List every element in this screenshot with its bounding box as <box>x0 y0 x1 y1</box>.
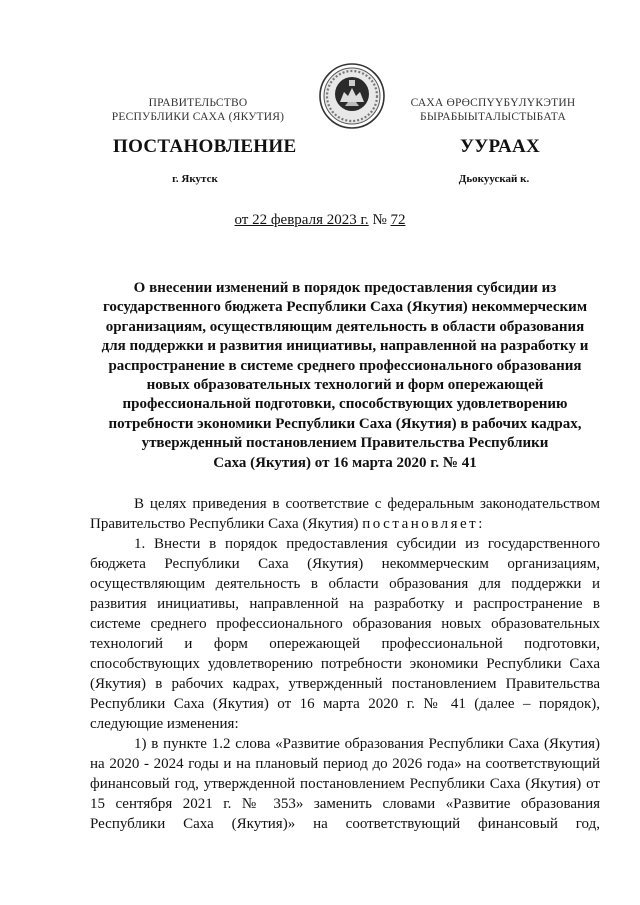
resolves-word: постановляет: <box>362 516 485 532</box>
body-line: на 2020 - 2024 годы и на плановый период до 2026 года» на соответствующий <box>90 756 600 772</box>
document-date: от 22 февраля 2023 г. <box>234 212 369 228</box>
header-left-line1: ПРАВИТЕЛЬСТВО <box>148 97 248 109</box>
header-right-line2: БЫРАБЫЫТАЛЫСТЫБАТА <box>420 111 566 123</box>
heading-line: Саха (Якутия) от 16 марта 2020 г. № 41 <box>213 454 477 471</box>
body-line: осуществляющим деятельность в области образования для поддержки и <box>90 576 600 592</box>
body-text: Правительство Республики Саха (Якутия) <box>90 516 359 532</box>
body-line: бюджета Республики Саха (Якутия) некоммерческим организациям, <box>90 556 600 572</box>
government-name-sakha <box>388 96 598 124</box>
heading-line: для поддержки и развития инициативы, направленной на разработку и <box>101 338 589 355</box>
document-date-number <box>0 212 640 229</box>
heading-line: государственного бюджета Республики Саха (Якутия) некоммерческим <box>102 299 588 316</box>
body-line: 15 сентября 2021 г. № 353» заменить словами «Развитие образования <box>90 796 600 812</box>
city-sakha: Дьокуускай к. <box>458 173 530 185</box>
body-line: системе среднего профессионального образования новых образовательных <box>90 616 600 632</box>
body-line: В целях приведения в соответствие с федеральным законодательством <box>134 496 600 512</box>
header-left-line2: РЕСПУБЛИКИ САХА (ЯКУТИЯ) <box>111 111 285 123</box>
body-line: технологий и форм опережающей профессиональной подготовки, <box>90 636 600 652</box>
government-name-russian <box>98 96 298 124</box>
body-line: 1. Внести в порядок предоставления субсидии из государственного <box>134 536 600 552</box>
body-line: (Якутия) в рабочих кадрах, утвержденный постановлением Правительства <box>90 676 600 692</box>
heading-line: распространение в системе среднего профессионального образования <box>108 357 582 374</box>
heading-line: потребности экономики Республики Саха (Якутия) в рабочих кадрах, <box>108 415 582 432</box>
document-body <box>90 494 600 834</box>
document-type-russian: ПОСТАНОВЛЕНИЕ <box>113 136 297 157</box>
body-line: 1) в пункте 1.2 слова «Развитие образования Республики Саха (Якутия) <box>134 736 600 752</box>
header-right-line1: САХА ӨРӨСПҮҮБҮЛҮКЭТИН <box>410 97 576 109</box>
body-line: следующие изменения: <box>90 716 239 732</box>
coat-of-arms-emblem-icon <box>318 62 386 130</box>
heading-line: профессиональной подготовки, способствующих удовлетворению <box>122 396 568 413</box>
heading-line: утвержденный постановлением Правительства Республики <box>141 435 549 452</box>
city-russian: г. Якутск <box>172 173 218 185</box>
document-type-sakha: УУРААХ <box>459 136 541 157</box>
number-sign: № <box>372 212 387 228</box>
heading-line: организациям, осуществляющим деятельность в области образования <box>105 318 585 335</box>
body-line: способствующих удовлетворению потребности экономики Республики Саха <box>90 656 600 672</box>
heading-line: новых образовательных технологий и форм опережающей <box>146 377 544 394</box>
body-line: Республики Саха (Якутия)» на соответствующий финансовый год, <box>90 816 600 832</box>
heading-line: О внесении изменений в порядок предоставления субсидии из <box>133 280 557 296</box>
body-line: развития инициативы, направленной на разработку и распространение в <box>90 596 600 612</box>
body-line: Республики Саха (Якутия) от 16 марта 2020 г. № 41 (далее – порядок), <box>90 696 600 712</box>
body-line: финансовый год, утвержденной постановлением Республики Саха (Якутия) от <box>90 776 600 792</box>
document-number: 72 <box>390 212 406 228</box>
body-line-resolves <box>90 514 600 534</box>
document-heading <box>90 279 600 473</box>
